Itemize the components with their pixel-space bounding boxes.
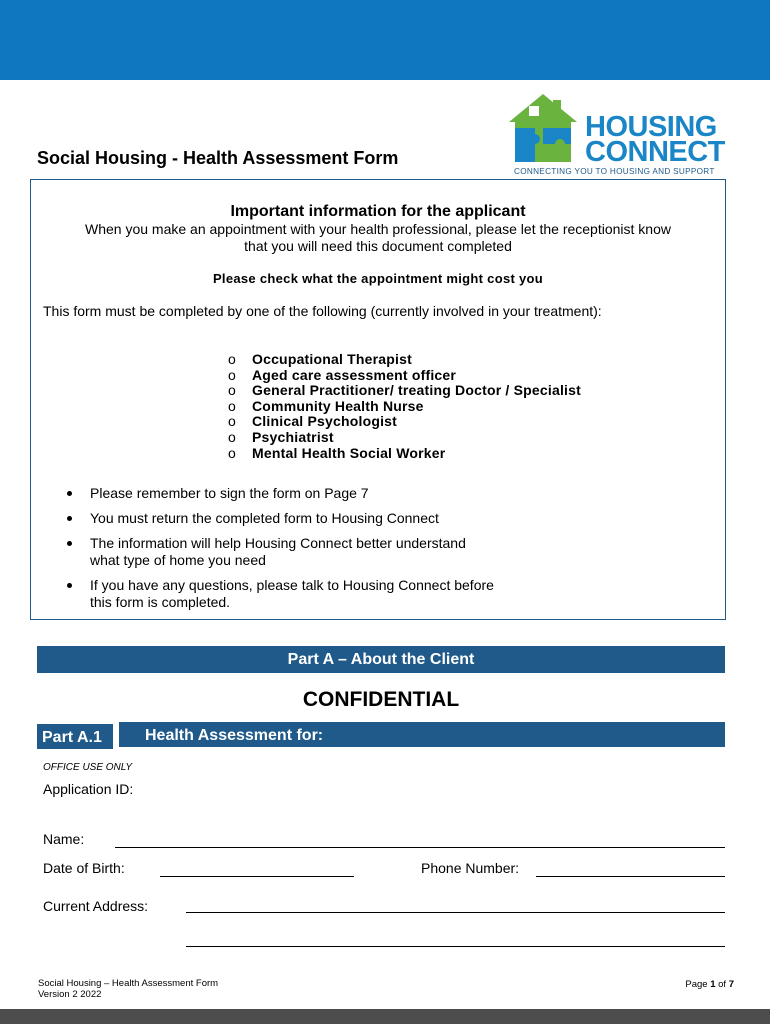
reminder-text: Please remember to sign the form on Page 7	[90, 485, 369, 501]
info-instructions	[30, 221, 726, 255]
reminder-text: If you have any questions, please talk to Housing Connect before	[90, 577, 494, 593]
professional-list	[228, 352, 581, 461]
part-a1-header: Health Assessment for:	[119, 722, 725, 747]
page-of: of	[718, 979, 727, 990]
address-field-line-1[interactable]	[186, 912, 725, 913]
name-field[interactable]	[115, 847, 725, 848]
reminder-item	[62, 510, 570, 527]
info-instruction-line: When you make an appointment with your health professional, please let the receptionist know	[84, 221, 671, 237]
part-a1-tag: Part A.1	[37, 724, 113, 749]
professional-label: Aged care assessment officer	[252, 366, 457, 383]
part-a-header: Part A – About the Client	[37, 646, 725, 673]
bullet-marker: o	[228, 351, 236, 367]
phone-field[interactable]	[536, 876, 725, 877]
professional-label: Occupational Therapist	[252, 351, 412, 367]
completion-requirement: This form must be completed by one of the following (currently involved in your treatment):	[43, 303, 602, 319]
professional-label: General Practitioner/ treating Doctor / Specialist	[252, 382, 581, 399]
page-number	[650, 979, 734, 990]
reminder-item	[62, 535, 570, 569]
logo-word-connect: CONNECT	[585, 136, 725, 168]
reminder-text: what type of home you need	[90, 552, 266, 568]
info-heading: Important information for the applicant	[230, 203, 526, 220]
application-id-label: Application ID:	[43, 781, 134, 797]
bullet-marker: o	[228, 428, 236, 445]
professional-item	[228, 446, 581, 462]
page-total: 7	[728, 979, 734, 990]
name-label: Name:	[43, 831, 85, 847]
professional-item	[228, 352, 581, 368]
dob-label: Date of Birth:	[43, 860, 125, 876]
page-prefix: Page	[685, 979, 708, 990]
bottom-bar	[0, 1009, 770, 1024]
bullet-marker: o	[228, 444, 236, 461]
bullet-marker: o	[228, 366, 236, 383]
info-instruction-line: that you will need this document completed	[244, 238, 512, 254]
footer-version: Version 2 2022	[38, 989, 102, 1000]
footer-title: Social Housing – Health Assessment Form	[38, 978, 219, 989]
logo-word-housing: HOUSING	[585, 111, 717, 143]
page-current: 1	[710, 979, 716, 990]
reminder-list	[62, 485, 570, 619]
professional-label: Psychiatrist	[252, 428, 334, 445]
bullet-dot-icon	[67, 583, 72, 588]
bullet-marker: o	[228, 397, 236, 414]
professional-item	[228, 368, 581, 384]
dob-field[interactable]	[160, 876, 354, 877]
reminder-item	[62, 485, 570, 502]
professional-item	[228, 430, 581, 446]
cost-notice: Please check what the appointment might cost you	[212, 271, 544, 286]
professional-label: Clinical Psychologist	[252, 413, 398, 430]
bullet-dot-icon	[67, 541, 72, 546]
address-label: Current Address:	[43, 898, 149, 914]
reminder-text: You must return the completed form to Housing Connect	[90, 510, 439, 526]
reminder-item	[62, 577, 570, 611]
professional-item	[228, 414, 581, 430]
professional-item	[228, 399, 581, 415]
logo-tagline: CONNECTING YOU TO HOUSING AND SUPPORT	[514, 167, 715, 176]
reminder-text: The information will help Housing Connect better understand	[90, 535, 466, 551]
bullet-dot-icon	[67, 516, 72, 521]
phone-label: Phone Number:	[421, 860, 520, 876]
bullet-dot-icon	[67, 491, 72, 496]
office-use-label: OFFICE USE ONLY	[43, 762, 133, 773]
bullet-marker: o	[228, 382, 236, 399]
footer-document-info	[38, 978, 218, 1000]
address-field-line-2[interactable]	[186, 946, 725, 947]
professional-label: Community Health Nurse	[252, 397, 424, 414]
document-title: Social Housing - Health Assessment Form	[37, 148, 399, 168]
top-banner	[0, 0, 770, 80]
confidential-heading: CONFIDENTIAL	[302, 688, 460, 711]
professional-label: Mental Health Social Worker	[252, 444, 446, 461]
reminder-text: this form is completed.	[90, 594, 231, 610]
bullet-marker: o	[228, 413, 236, 430]
professional-item	[228, 383, 581, 399]
